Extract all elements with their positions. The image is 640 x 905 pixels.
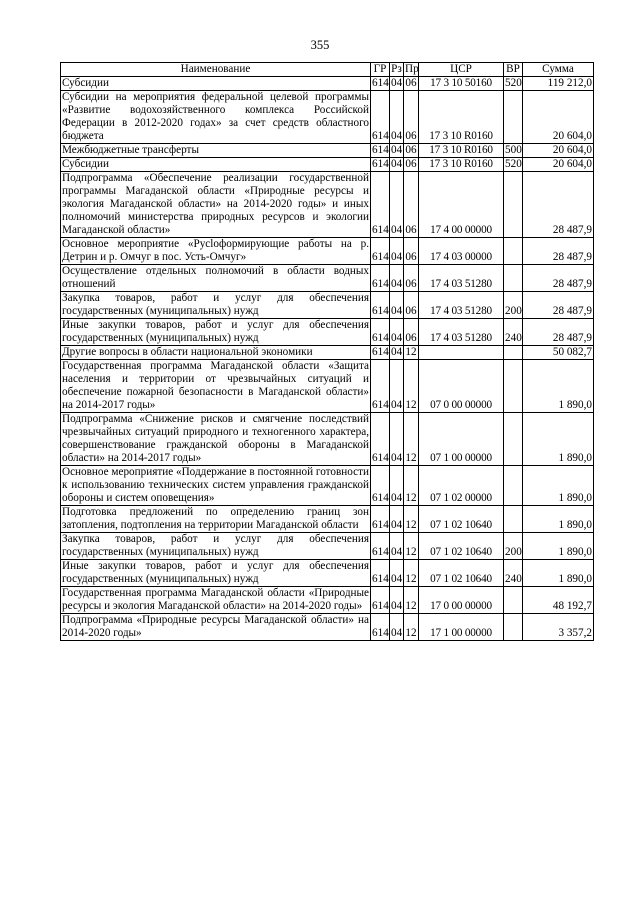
cell-gr: 614 xyxy=(371,614,390,641)
table-row xyxy=(61,172,594,238)
table-row xyxy=(61,346,594,360)
cell-pr: 06 xyxy=(404,172,419,238)
cell-vr: 500 xyxy=(505,144,522,156)
cell-name: Закупка товаров, работ и услуг для обеспечения государственных (муниципальных) нужд xyxy=(62,292,369,317)
cell-pr: 06 xyxy=(404,292,419,319)
cell-name: Иные закупки товаров, работ и услуг для обеспечения государственных (муниципальных) нужд xyxy=(62,560,369,585)
cell-name: Государственная программа Магаданской области «Защита населения и территории от чрезвычайных ситуаций и обеспечение пожарной безопасности в Магаданской области» на 2014-2017 годы» xyxy=(62,360,369,411)
cell-rz: 04 xyxy=(391,346,403,358)
cell-csr: 17 3 10 50160 xyxy=(419,77,504,91)
cell-rz: 04 xyxy=(390,265,404,292)
cell-csr: 17 3 10 R0160 xyxy=(419,144,504,158)
cell-gr: 614 xyxy=(371,91,390,144)
cell-gr: 614 xyxy=(372,77,389,89)
cell-rz: 04 xyxy=(390,533,404,560)
cell-csr: 17 4 03 51280 xyxy=(419,319,504,346)
table-row xyxy=(61,506,594,533)
cell-pr: 06 xyxy=(404,91,419,144)
cell-sum: 119 212,0 xyxy=(523,77,594,91)
table-row xyxy=(61,265,594,292)
cell-rz: 04 xyxy=(390,466,404,506)
cell-vr xyxy=(504,91,523,144)
header-gr: ГР xyxy=(371,63,390,77)
cell-gr: 614 xyxy=(371,319,390,346)
cell-pr: 06 xyxy=(405,158,417,170)
cell-sum: 1 890,0 xyxy=(523,466,594,506)
cell-gr: 614 xyxy=(371,587,390,614)
cell-pr: 12 xyxy=(404,506,419,533)
cell-csr: 07 1 02 10640 xyxy=(419,533,504,560)
cell-pr: 06 xyxy=(404,238,419,265)
cell-rz: 04 xyxy=(390,506,404,533)
cell-rz: 04 xyxy=(390,560,404,587)
cell-csr: 17 4 03 51280 xyxy=(419,265,504,292)
table-row xyxy=(61,91,594,144)
cell-name: Субсидии xyxy=(61,77,371,91)
cell-sum: 1 890,0 xyxy=(523,360,594,413)
cell-name: Государственная программа Магаданской области «Природные ресурсы и экология Магаданской области» на 2014-2020 годы» xyxy=(62,587,369,612)
cell-name: Подпрограмма «Обеспечение реализации государственной программы Магаданской области «Природные ресурсы и экология Магаданской области» на 2014-2020 годы» и иных полномочий министерства природных ресурсов и экологии Магаданской области» xyxy=(62,172,369,236)
cell-sum: 48 192,7 xyxy=(523,587,594,614)
cell-name: Подпрограмма «Снижение рисков и смягчение последствий чрезвычайных ситуаций природного и техногенного характера, совершенствование гражданской обороны в Магаданской области» на 2014-2017 годы» xyxy=(62,413,369,464)
cell-name: Подпрограмма «Природные ресурсы Магаданской области» на 2014-2020 годы» xyxy=(62,614,369,639)
cell-vr xyxy=(504,614,523,641)
table-row xyxy=(61,360,594,413)
cell-pr: 06 xyxy=(404,265,419,292)
cell-vr: 200 xyxy=(504,533,523,560)
cell-sum: 28 487,9 xyxy=(523,172,594,238)
cell-name: Основное мероприятие «Русloформирующие работы на р. Детрин и р. Омчуг в пос. Усть-Омчуг» xyxy=(62,238,369,263)
cell-gr: 614 xyxy=(371,560,390,587)
cell-csr: 17 4 00 00000 xyxy=(419,172,504,238)
cell-sum: 28 487,9 xyxy=(523,319,594,346)
cell-vr xyxy=(504,466,523,506)
cell-gr: 614 xyxy=(371,172,390,238)
cell-csr: 07 1 02 10640 xyxy=(419,506,504,533)
cell-name: Осуществление отдельных полномочий в области водных отношений xyxy=(62,265,369,290)
cell-rz: 04 xyxy=(390,172,404,238)
cell-vr: 520 xyxy=(505,158,522,170)
cell-pr: 12 xyxy=(404,533,419,560)
cell-pr: 12 xyxy=(404,560,419,587)
cell-pr: 12 xyxy=(405,346,417,358)
cell-sum: 1 890,0 xyxy=(523,413,594,466)
cell-sum: 20 604,0 xyxy=(523,91,594,144)
cell-sum: 20 604,0 xyxy=(523,144,594,158)
table-row xyxy=(61,158,594,172)
cell-name: Межбюджетные трансферты xyxy=(61,144,371,158)
table-row xyxy=(61,292,594,319)
cell-rz: 04 xyxy=(390,91,404,144)
cell-name: Основное мероприятие «Поддержание в постоянной готовности к использованию технических систем управления гражданской обороны и систем оповещения» xyxy=(62,466,369,504)
table-row xyxy=(61,533,594,560)
page-number: 355 xyxy=(310,38,330,52)
cell-rz: 04 xyxy=(390,319,404,346)
cell-csr xyxy=(419,346,504,360)
cell-rz: 04 xyxy=(390,587,404,614)
cell-gr: 614 xyxy=(371,238,390,265)
cell-pr: 06 xyxy=(405,77,417,89)
cell-rz: 04 xyxy=(390,238,404,265)
cell-vr xyxy=(504,506,523,533)
cell-csr: 17 4 03 51280 xyxy=(419,292,504,319)
cell-rz: 04 xyxy=(391,144,403,156)
cell-gr: 614 xyxy=(371,533,390,560)
cell-pr: 12 xyxy=(404,614,419,641)
cell-sum: 28 487,9 xyxy=(523,292,594,319)
cell-name: Закупка товаров, работ и услуг для обеспечения государственных (муниципальных) нужд xyxy=(62,533,369,558)
header-name: Наименование xyxy=(61,63,371,77)
cell-pr: 12 xyxy=(404,413,419,466)
table-row xyxy=(61,77,594,91)
cell-vr xyxy=(504,587,523,614)
cell-vr xyxy=(504,172,523,238)
cell-vr xyxy=(504,346,523,360)
cell-gr: 614 xyxy=(371,360,390,413)
cell-name: Субсидии на мероприятия федеральной целевой программы «Развитие водохозяйственного комплекса Российской Федерации в 2012-2020 годах» за счет средств областного бюджета xyxy=(62,91,369,142)
cell-sum: 28 487,9 xyxy=(523,238,594,265)
table-row xyxy=(61,144,594,158)
cell-gr: 614 xyxy=(372,346,389,358)
cell-sum: 20 604,0 xyxy=(523,158,594,172)
cell-csr: 07 1 02 00000 xyxy=(419,466,504,506)
cell-name: Иные закупки товаров, работ и услуг для обеспечения государственных (муниципальных) нужд xyxy=(62,319,369,344)
header-vr: ВР xyxy=(504,63,523,77)
header-pr: Пр xyxy=(405,63,419,75)
cell-gr: 614 xyxy=(372,144,389,156)
header-sum: Сумма xyxy=(523,63,594,77)
table-header-row xyxy=(61,63,594,77)
cell-vr xyxy=(504,265,523,292)
cell-csr: 07 1 00 00000 xyxy=(419,413,504,466)
cell-csr: 07 0 00 00000 xyxy=(419,360,504,413)
cell-csr: 17 3 10 R0160 xyxy=(419,91,504,144)
cell-vr xyxy=(504,238,523,265)
cell-vr xyxy=(504,413,523,466)
cell-rz: 04 xyxy=(391,77,403,89)
cell-pr: 12 xyxy=(404,587,419,614)
cell-gr: 614 xyxy=(371,413,390,466)
cell-vr: 200 xyxy=(504,292,523,319)
cell-gr: 614 xyxy=(371,265,390,292)
cell-name: Субсидии xyxy=(61,158,371,172)
cell-sum: 3 357,2 xyxy=(523,614,594,641)
cell-csr: 07 1 02 10640 xyxy=(419,560,504,587)
cell-rz: 04 xyxy=(390,413,404,466)
table-row xyxy=(61,466,594,506)
header-rz: Рз xyxy=(391,63,402,75)
cell-sum: 50 082,7 xyxy=(523,346,594,360)
cell-csr: 17 4 03 00000 xyxy=(419,238,504,265)
cell-gr: 614 xyxy=(371,506,390,533)
cell-pr: 06 xyxy=(405,144,417,156)
cell-rz: 04 xyxy=(390,614,404,641)
cell-csr: 17 0 00 00000 xyxy=(419,587,504,614)
cell-rz: 04 xyxy=(391,158,403,170)
table-row xyxy=(61,560,594,587)
cell-name: Подготовка предложений по определению границ зон затопления, подтопления на территории Магаданской области xyxy=(62,506,369,531)
cell-gr: 614 xyxy=(371,466,390,506)
cell-vr: 240 xyxy=(504,560,523,587)
header-csr: ЦСР xyxy=(419,63,504,77)
cell-sum: 1 890,0 xyxy=(523,560,594,587)
table-row xyxy=(61,614,594,641)
cell-rz: 04 xyxy=(390,292,404,319)
cell-gr: 614 xyxy=(372,158,389,170)
table-row xyxy=(61,319,594,346)
cell-vr xyxy=(504,360,523,413)
cell-csr: 17 3 10 R0160 xyxy=(419,158,504,172)
cell-name: Другие вопросы в области национальной экономики xyxy=(61,346,371,360)
cell-pr: 12 xyxy=(404,360,419,413)
table-body xyxy=(61,77,594,641)
table-row xyxy=(61,238,594,265)
cell-pr: 06 xyxy=(404,319,419,346)
cell-gr: 614 xyxy=(371,292,390,319)
cell-vr: 240 xyxy=(504,319,523,346)
cell-pr: 12 xyxy=(404,466,419,506)
cell-vr: 520 xyxy=(505,77,522,89)
cell-sum: 1 890,0 xyxy=(523,533,594,560)
table-row xyxy=(61,413,594,466)
budget-table xyxy=(60,62,594,641)
table-row xyxy=(61,587,594,614)
cell-sum: 28 487,9 xyxy=(523,265,594,292)
cell-rz: 04 xyxy=(390,360,404,413)
cell-csr: 17 1 00 00000 xyxy=(419,614,504,641)
cell-sum: 1 890,0 xyxy=(523,506,594,533)
